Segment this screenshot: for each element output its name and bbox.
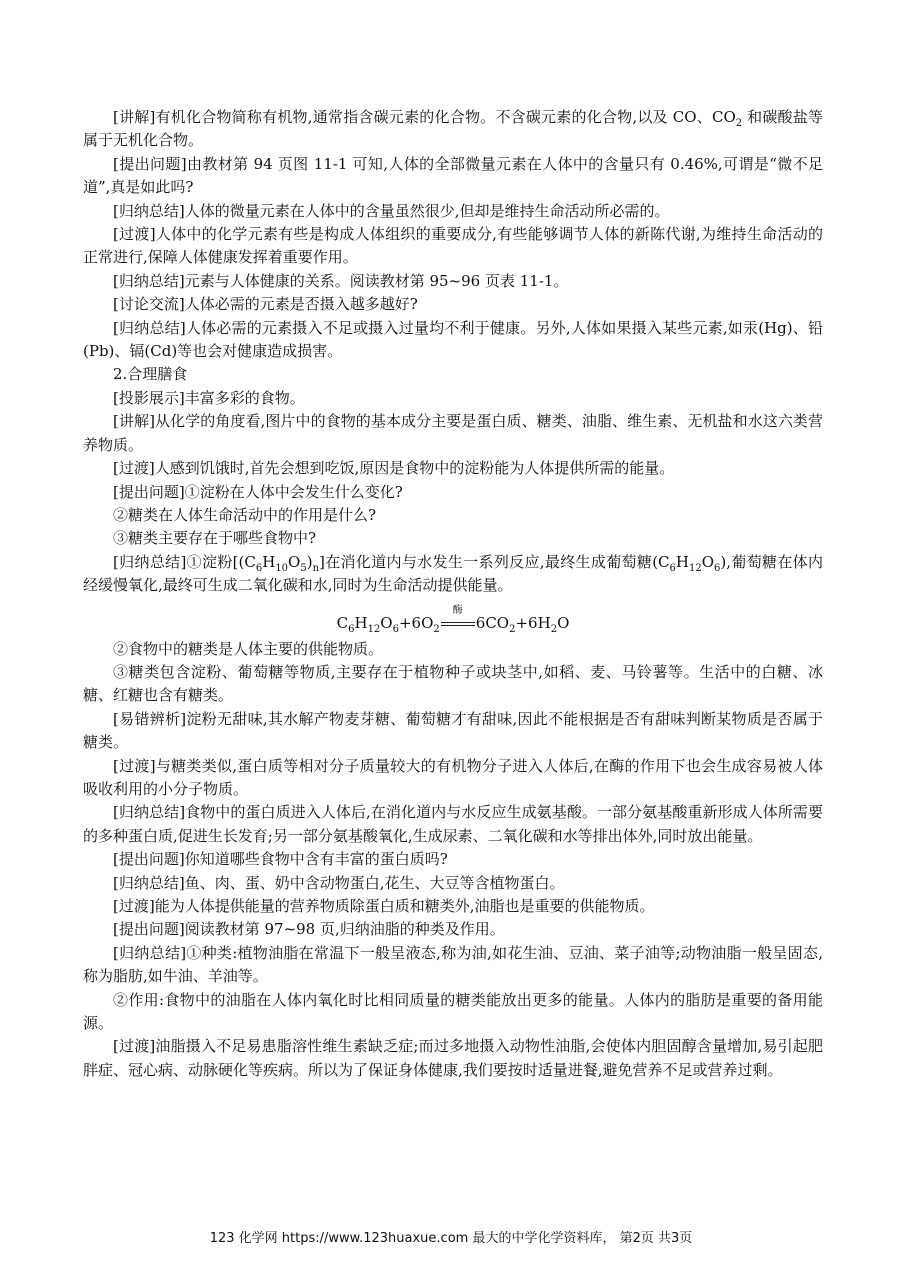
paragraph-14: ③糖类主要存在于哪些食物中? (113, 529, 317, 548)
paragraph-b-10: [归纳总结]①种类:植物油脂在常温下一般呈液态,称为油,如花生油、豆油、菜子油等;动物油脂一般呈固态,称为脂肪,如牛油、羊油等。 (83, 943, 823, 986)
paragraph-9: [投影展示]丰富多彩的食物。 (113, 388, 305, 407)
paragraph-b-9: [提出问题]阅读教材第 97~98 页,归纳油脂的种类及作用。 (113, 920, 505, 939)
equation-catalyst: 酶 (452, 604, 463, 616)
paragraph-5: [归纳总结]元素与人体健康的关系。阅读教材第 95~96 页表 11-1。 (113, 271, 569, 290)
page-footer: 123 化学网 https://www.123huaxue.com 最大的中学化学资料库， 第2页 共3页 (209, 1231, 693, 1246)
paragraph-1: [讲解]有机化合物简称有机物,通常指含碳元素的化合物。不含碳元素的化合物,以及 CO、$CO_2$ 和碳酸盐等属于无机化合物。 (83, 108, 823, 150)
paragraph-6: [讨论交流]人体必需的元素是否摄入越多越好? (113, 295, 418, 314)
paragraph-b-12: [过渡]油脂摄入不足易患脂溶性维生素缺乏症;而过多地摄入动物性油脂,会使体内胆固醇含量增加,易引起肥胖症、冠心病、动脉硬化等疾病。所以为了保证身体健康,我们要按时适量进餐,避免营养不足或营养过剩。 (83, 1037, 823, 1079)
paragraph-b-4: [过渡]与糖类类似,蛋白质等相对分子质量较大的有机物分子进入人体后,在酶的作用下也会生成容易被人体吸收利用的小分子物质。 (83, 756, 823, 798)
paragraph-12: [提出问题]①淀粉在人体中会发生什么变化? (113, 482, 403, 501)
equation-arrow (441, 604, 475, 630)
paragraph-b-3: [易错辨析]淀粉无甜味,其水解产物麦芽糖、葡萄糖才有甜味,因此不能根据是否有甜味判断某物质是否属于糖类。 (83, 709, 823, 752)
paragraph-group-1 (83, 106, 823, 598)
document-body (83, 106, 823, 1082)
equation-reactants: $C_6H_{12}O_6+6O_2$ (336, 613, 440, 635)
equation-products: $6CO_2+6H_2O$ (475, 613, 570, 635)
paragraph-15: [归纳总结]①淀粉$[(C_6H_{10}O_5)_n]$在消化道内与水发生一系列反应,最终生成葡萄糖$(C_6H_{12}O_6)$,葡萄糖在体内经缓慢氧化,最终可生成二氧化碳和水,同时为生命活动提供能量。 (83, 552, 824, 595)
paragraph-3: [归纳总结]人体的微量元素在人体中的含量虽然很少,但却是维持生命活动所必需的。 (113, 201, 670, 220)
paragraph-b-6: [提出问题]你知道哪些食物中含有丰富的蛋白质吗? (113, 850, 448, 869)
paragraph-7: [归纳总结]人体必需的元素摄入不足或摄入过量均不利于健康。另外,人体如果摄入某些元素,如汞(Hg)、铅(Pb)、镉(Cd)等也会对健康造成损害。 (83, 318, 823, 361)
paragraph-b-1: ②食物中的糖类是人体主要的供能物质。 (113, 639, 384, 658)
paragraph-b-7: [归纳总结]鱼、肉、蛋、奶中含动物蛋白,花生、大豆等含植物蛋白。 (113, 873, 565, 892)
paragraph-10: [讲解]从化学的角度看,图片中的食物的基本成分主要是蛋白质、糖类、油脂、维生素、无机盐和水这六类营养物质。 (83, 412, 823, 454)
chemical-equation (83, 604, 823, 634)
paragraph-b-8: [过渡]能为人体提供能量的营养物质除蛋白质和糖类外,油脂也是重要的供能物质。 (113, 897, 655, 915)
paragraph-11: [过渡]人感到饥饿时,首先会想到吃饭,原因是食物中的淀粉能为人体提供所需的能量。 (113, 459, 675, 478)
paragraph-b-5: [归纳总结]食物中的蛋白质进入人体后,在消化道内与水反应生成氨基酸。一部分氨基酸重新形成人体所需要的多种蛋白质,促进生长发育;另一部分氨基酸氧化,生成尿素、二氧化碳和水等排出体外,同时放出能量。 (83, 803, 823, 845)
paragraph-13: ②糖类在人体生命活动中的作用是什么? (113, 505, 377, 524)
paragraph-b-2: ③糖类包含淀粉、葡萄糖等物质,主要存在于植物种子或块茎中,如稻、麦、马铃薯等。生活中的白糖、冰糖、红糖也含有糖类。 (83, 662, 823, 705)
paragraph-2: [提出问题]由教材第 94 页图 11-1 可知,人体的全部微量元素在人体中的含量只有 0.46%,可谓是“微不足道”,真是如此吗? (83, 154, 823, 197)
paragraph-b-11: ②作用:食物中的油脂在人体内氧化时比相同质量的糖类能放出更多的能量。人体内的脂肪是重要的备用能源。 (83, 990, 823, 1033)
paragraph-4: [过渡]人体中的化学元素有些是构成人体组织的重要成分,有些能够调节人体的新陈代谢,为维持生命活动的正常进行,保障人体健康发挥着重要作用。 (83, 225, 823, 267)
paragraph-8: 2.合理膳食 (113, 365, 188, 384)
paragraph-group-2 (83, 638, 823, 1083)
